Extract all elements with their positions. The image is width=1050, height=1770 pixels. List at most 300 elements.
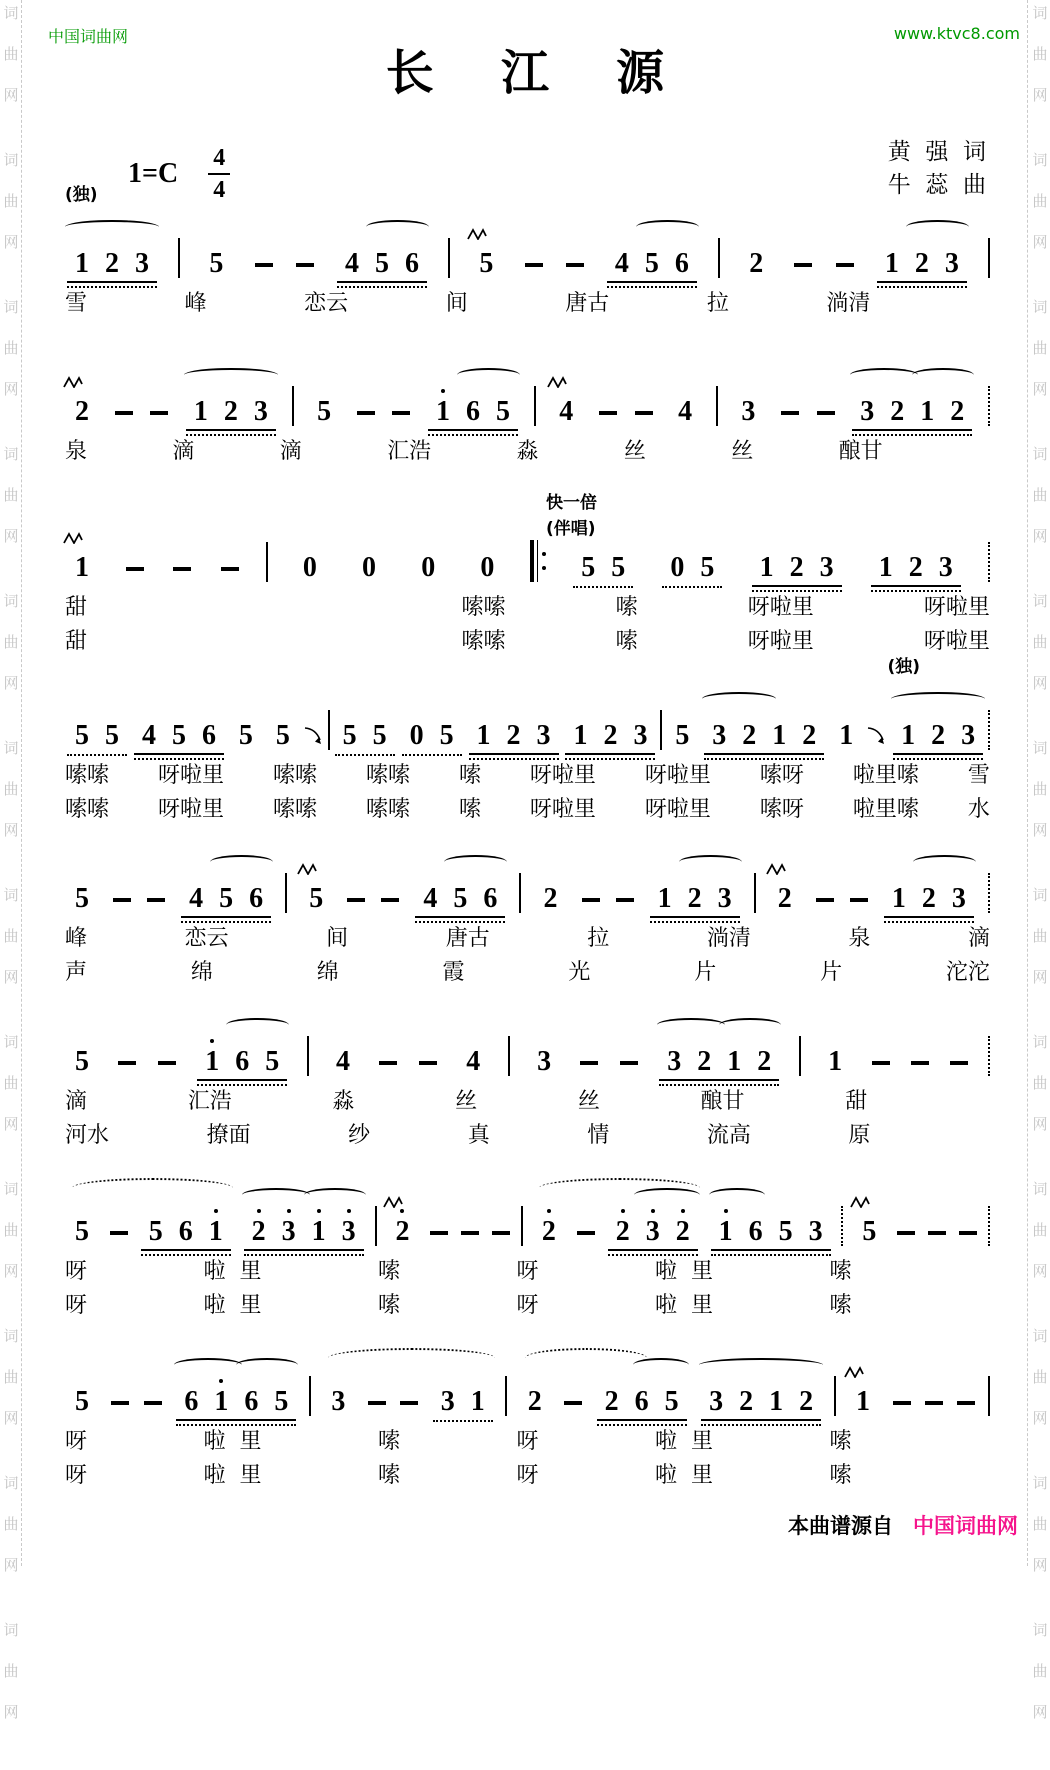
note-digit: 5 <box>75 1216 89 1247</box>
note-digit: 0 <box>480 552 495 583</box>
music-system <box>65 652 990 824</box>
slur-arc <box>699 1358 823 1372</box>
note-token <box>518 1388 552 1416</box>
tempo-label: 快一倍 <box>546 493 597 513</box>
beam-line <box>244 1254 364 1256</box>
watermark-char: 网 <box>3 1262 19 1280</box>
octave-dot <box>441 389 445 393</box>
note-digit: 2 <box>542 1218 556 1246</box>
lyric-syllable: 恋云 <box>304 291 349 316</box>
note-token <box>326 1048 360 1076</box>
lyric-syllable: 丝 <box>731 439 754 464</box>
lyric-syllable: 雪 <box>65 291 88 316</box>
beam-line <box>197 1079 287 1081</box>
beam-line <box>607 286 697 288</box>
notes-row <box>65 358 990 426</box>
lyric-syllable: 淼 <box>516 439 539 464</box>
slur-arc <box>242 1188 310 1202</box>
slur-arc <box>709 1188 765 1202</box>
slur-arc <box>891 692 985 706</box>
watermark-char: 曲 <box>3 633 19 651</box>
note-token <box>266 722 300 750</box>
duration-dash <box>221 567 239 571</box>
lyric-syllable: 雪 <box>967 763 990 788</box>
note-token <box>595 1388 689 1416</box>
note-token <box>606 1218 700 1246</box>
trill-icon <box>63 376 83 388</box>
beam-line <box>337 281 427 283</box>
note-token <box>65 1388 99 1416</box>
lyrics-row <box>65 1122 990 1150</box>
note-digit: 5 <box>75 1386 89 1417</box>
lyric-spacer <box>968 1428 990 1456</box>
slur-arc <box>850 368 918 382</box>
music-system <box>65 488 990 656</box>
key-signature: 1=C <box>128 158 179 189</box>
watermark-char: 网 <box>1032 233 1048 251</box>
trill-icon <box>850 1196 870 1208</box>
beam-line <box>244 1249 364 1251</box>
music-system <box>65 358 990 466</box>
watermark-char: 词 <box>3 298 19 316</box>
note-digit: 5 <box>372 720 387 751</box>
note-digit: 1 <box>436 398 450 426</box>
lyricist-credit: 黄 强 词 <box>887 139 986 165</box>
watermark-char: 曲 <box>1032 1515 1048 1533</box>
beam-line <box>134 758 224 760</box>
lyrics-row <box>65 959 990 987</box>
octave-dot <box>210 1039 214 1043</box>
note-digit: 3 <box>717 883 732 914</box>
lyric-syllable: 淌清 <box>706 926 751 951</box>
footer-source-line <box>788 1510 1018 1540</box>
note-digit: 3 <box>253 396 268 427</box>
note-digit: 0 <box>362 552 377 583</box>
music-system <box>65 1178 990 1320</box>
lyric-spacer <box>968 290 990 318</box>
trill-icon <box>844 1366 864 1378</box>
beam-line <box>428 434 518 436</box>
note-token <box>533 885 567 913</box>
note-digit: 0 <box>409 720 424 751</box>
note-token <box>242 1218 366 1246</box>
beam-line <box>565 758 655 760</box>
note-digit: 5 <box>700 552 715 583</box>
barline <box>292 386 294 426</box>
beam-line <box>573 586 633 588</box>
watermark-char: 词 <box>1032 1180 1048 1198</box>
note-digit: 1 <box>769 1386 784 1417</box>
lyric-syllable: 间 <box>326 926 349 951</box>
note-digit: 3 <box>536 720 551 751</box>
slur-arc <box>525 1348 647 1368</box>
note-digit: 6 <box>201 720 216 751</box>
note-token <box>882 885 976 913</box>
note-token <box>65 398 99 426</box>
note-digit: 6 <box>184 1386 199 1417</box>
lyric-syllable: 纱 <box>348 1123 371 1148</box>
site-url-link[interactable]: www.ktvc8.com <box>893 24 1020 43</box>
note-digit: 6 <box>634 1386 649 1417</box>
note-digit: 4 <box>189 883 204 914</box>
lyric-syllable: 片 <box>820 960 843 985</box>
lyric-syllable: 嗦 <box>615 629 638 654</box>
duration-dash <box>347 898 365 902</box>
slur-arc <box>444 855 507 869</box>
duration-dash <box>400 1401 418 1405</box>
duration-dash <box>492 1231 510 1235</box>
beam-line <box>67 281 157 283</box>
note-digit: 5 <box>611 552 626 583</box>
beam-line <box>893 758 983 760</box>
note-token <box>660 554 724 582</box>
duration-dash <box>566 263 584 267</box>
duration-dash <box>911 1061 929 1065</box>
watermark-char: 曲 <box>3 486 19 504</box>
note-digit: 3 <box>819 552 834 583</box>
note-digit: 1 <box>901 720 916 751</box>
beam-line <box>711 1249 831 1251</box>
watermark-char: 曲 <box>1032 192 1048 210</box>
beam-line <box>871 590 961 592</box>
note-digit: 2 <box>950 396 965 427</box>
lyric-syllable: 泉 <box>65 439 88 464</box>
watermark-char: 曲 <box>3 1368 19 1386</box>
lyric-syllable: 啦 里 <box>654 1259 713 1284</box>
notes-row <box>65 682 990 750</box>
note-token <box>65 722 129 750</box>
note-digit: 2 <box>527 1386 542 1417</box>
watermark-char: 网 <box>1032 1409 1048 1427</box>
note-digit: 4 <box>141 720 156 751</box>
music-system <box>65 180 990 318</box>
watermark-char: 网 <box>1032 380 1048 398</box>
lyrics-row <box>65 1258 990 1286</box>
beam-line <box>181 916 271 918</box>
note-digit: 5 <box>238 720 253 751</box>
lyric-syllable: 甜 <box>65 629 88 654</box>
beam-line <box>428 429 518 431</box>
barline <box>988 386 990 426</box>
watermark-char: 网 <box>3 1556 19 1574</box>
watermark-char: 词 <box>1032 298 1048 316</box>
lyric-syllable: 嗦 <box>829 1463 852 1488</box>
note-digit: 2 <box>395 1218 409 1246</box>
beam-line <box>701 1419 821 1421</box>
note-token <box>563 722 657 750</box>
lyrics-row <box>65 594 990 622</box>
note-digit: 6 <box>404 248 419 279</box>
note-digit: 3 <box>944 248 959 279</box>
note-digit: 1 <box>573 720 588 751</box>
note-digit: 5 <box>664 1386 679 1417</box>
watermark-char: 曲 <box>3 1221 19 1239</box>
note-digit: 2 <box>603 720 618 751</box>
note-digit: 4 <box>344 248 359 279</box>
lyric-syllable: 滴 <box>65 1089 88 1114</box>
slur-arc <box>304 1188 366 1202</box>
watermark-char: 词 <box>3 739 19 757</box>
trill-icon <box>547 376 567 388</box>
beam-line <box>607 281 697 283</box>
note-token <box>179 885 273 913</box>
lyric-spacer <box>968 1462 990 1490</box>
lyric-syllable: 啦 里 <box>203 1293 262 1318</box>
barline <box>448 238 450 278</box>
lyric-syllable: 啦 里 <box>654 1463 713 1488</box>
note-digit: 5 <box>342 720 357 751</box>
note-digit: 5 <box>275 720 290 751</box>
note-token <box>413 885 507 913</box>
beam-line <box>871 585 961 587</box>
footer-source-prefix: 本曲谱源自 <box>788 1514 893 1538</box>
note-digit: 6 <box>466 396 480 427</box>
note-digit: 1 <box>657 883 672 914</box>
note-digit: 6 <box>483 883 498 914</box>
lyric-syllable: 嗦嗦 <box>272 763 317 788</box>
duration-dash <box>430 1231 448 1235</box>
duration-dash <box>616 898 634 902</box>
slur-arc <box>906 220 969 234</box>
note-digit: 2 <box>757 1046 772 1077</box>
beam-line <box>701 1424 821 1426</box>
lyric-syllable: 嗦嗦 <box>272 797 317 822</box>
duration-dash <box>781 411 799 415</box>
slur-arc <box>65 220 159 234</box>
watermark-char: 曲 <box>1032 1662 1048 1680</box>
watermark-char: 曲 <box>1032 780 1048 798</box>
lyric-syllable: 啦里嗦 <box>852 763 919 788</box>
lyric-syllable: 光 <box>568 960 591 985</box>
watermark-char: 网 <box>1032 1556 1048 1574</box>
note-digit: 4 <box>336 1046 351 1077</box>
octave-dot <box>219 1379 223 1383</box>
duration-dash <box>126 567 144 571</box>
duration-dash <box>357 411 375 415</box>
note-digit: 2 <box>252 1218 266 1246</box>
note-token <box>739 250 773 278</box>
note-digit: 1 <box>214 1388 228 1416</box>
lyric-syllable: 泉 <box>848 926 871 951</box>
duration-dash <box>836 263 854 267</box>
note-digit: 5 <box>75 1046 89 1077</box>
lyric-syllable: 嗦嗦 <box>461 629 506 654</box>
duration-dash <box>957 1401 975 1405</box>
slur-arc <box>636 220 699 234</box>
barline <box>309 1376 311 1416</box>
duration-dash <box>110 1231 128 1235</box>
trill-icon <box>383 1196 403 1208</box>
music-system <box>65 1008 990 1150</box>
barline <box>375 1206 377 1246</box>
beam-line <box>141 1254 231 1256</box>
lyric-syllable: 滴 <box>967 926 990 951</box>
watermark-char: 词 <box>3 151 19 169</box>
note-token <box>132 722 226 750</box>
watermark-char: 网 <box>1032 527 1048 545</box>
duration-dash <box>525 263 543 267</box>
barline <box>521 1206 523 1246</box>
slur-arc <box>174 1358 242 1372</box>
note-digit: 5 <box>778 1216 793 1247</box>
watermark-char: 网 <box>3 233 19 251</box>
duration-dash <box>118 1061 136 1065</box>
barline <box>988 542 990 582</box>
note-digit: 5 <box>265 1046 280 1077</box>
beam-line <box>884 916 974 918</box>
note-token <box>456 1048 490 1076</box>
watermark-char: 词 <box>3 1033 19 1051</box>
note-digit: 5 <box>209 248 224 279</box>
lyric-spacer <box>968 1088 990 1116</box>
watermark-char: 曲 <box>3 1515 19 1533</box>
lyric-syllable: 唐古 <box>565 291 610 316</box>
note-token <box>385 1218 419 1246</box>
beam-line <box>197 1084 287 1086</box>
note-digit: 0 <box>670 552 685 583</box>
beam-line <box>67 754 127 756</box>
composer-credit: 牛 蕊 曲 <box>887 172 986 198</box>
duration-dash <box>381 898 399 902</box>
song-title: 长江源 <box>385 47 732 100</box>
lyric-syllable: 唐古 <box>445 926 490 951</box>
duration-dash <box>147 898 165 902</box>
note-token <box>852 1218 886 1246</box>
beam-line <box>597 1424 687 1426</box>
watermark-char: 曲 <box>1032 927 1048 945</box>
note-digit: 2 <box>739 1386 754 1417</box>
lyric-syllable: 淌清 <box>826 291 871 316</box>
beam-line <box>608 1249 698 1251</box>
note-token <box>549 398 583 426</box>
beam-line <box>711 1254 831 1256</box>
music-system <box>65 845 990 987</box>
watermark-char: 曲 <box>1032 633 1048 651</box>
barline <box>988 873 990 913</box>
barline <box>841 1206 843 1246</box>
watermark-char: 曲 <box>1032 1074 1048 1092</box>
lyric-syllable: 甜 <box>845 1089 868 1114</box>
lyric-syllable: 呀 <box>65 1429 88 1454</box>
note-digit: 4 <box>678 396 693 427</box>
slur-arc <box>184 368 278 382</box>
watermark-char: 词 <box>3 4 19 22</box>
note-digit: 3 <box>712 720 727 751</box>
duration-dash <box>872 1061 890 1065</box>
lyric-syllable: 呀 <box>516 1429 539 1454</box>
barline <box>266 542 268 582</box>
note-digit: 1 <box>891 883 906 914</box>
trill-icon <box>297 863 317 875</box>
duration-dash <box>925 1401 943 1405</box>
lyric-syllable: 嗦呀 <box>759 797 804 822</box>
beam-line <box>402 754 462 756</box>
note-digit: 2 <box>75 396 89 427</box>
note-token <box>699 1388 823 1416</box>
beam-line <box>704 753 824 755</box>
music-system <box>65 1348 990 1490</box>
lyric-syllable: 嗦 <box>458 763 481 788</box>
lyric-syllable: 嗦嗦 <box>365 763 410 788</box>
note-digit: 6 <box>748 1216 763 1247</box>
note-token <box>335 250 429 278</box>
watermark-char: 曲 <box>1032 486 1048 504</box>
watermark-char: 词 <box>1032 1033 1048 1051</box>
note-digit: 6 <box>178 1216 193 1247</box>
beam-line <box>176 1419 296 1421</box>
duration-dash <box>296 263 314 267</box>
beam-line <box>650 921 740 923</box>
duration-dash <box>368 1401 386 1405</box>
note-digit: 5 <box>862 1216 877 1247</box>
watermark-char: 曲 <box>3 45 19 63</box>
slur-arc <box>913 855 976 869</box>
lyric-syllable: 嗦 <box>615 595 638 620</box>
note-digit: 5 <box>171 720 186 751</box>
duration-dash <box>850 898 868 902</box>
lyric-syllable: 嗦 <box>377 1259 400 1284</box>
note-token <box>648 885 742 913</box>
lyric-spacer <box>968 1258 990 1286</box>
lyric-syllable: 撩面 <box>206 1123 251 1148</box>
octave-dot <box>214 1209 218 1213</box>
watermark-char: 词 <box>3 1621 19 1639</box>
barline <box>307 1036 309 1076</box>
note-token <box>469 250 503 278</box>
note-digit: 5 <box>75 883 89 914</box>
slur-arc <box>210 855 273 869</box>
footer-brand-link[interactable]: 中国词曲网 <box>913 1514 1018 1538</box>
note-token <box>65 554 99 582</box>
lyric-syllable: 嗦嗦 <box>65 763 110 788</box>
note-token <box>527 1048 561 1076</box>
note-token <box>850 398 974 426</box>
note-token <box>532 1218 566 1246</box>
beam-line <box>704 758 824 760</box>
note-token <box>431 1388 495 1416</box>
barline <box>505 1376 507 1416</box>
lyric-syllable: 汇浩 <box>387 439 432 464</box>
lyric-syllable: 嗦嗦 <box>461 595 506 620</box>
trill-icon <box>766 863 786 875</box>
note-digit: 5 <box>75 720 89 751</box>
lyric-syllable: 呀啦里 <box>529 763 596 788</box>
lyric-syllable: 嗦 <box>829 1429 852 1454</box>
duration-dash <box>817 411 835 415</box>
right-page-border <box>1027 0 1028 1566</box>
barline <box>799 1036 801 1076</box>
beam-line <box>134 753 224 755</box>
lyric-spacer <box>968 1122 990 1150</box>
duration-dash <box>794 263 812 267</box>
barline <box>519 873 521 913</box>
notes-row <box>65 210 990 278</box>
note-token <box>65 1218 99 1246</box>
slur-arc <box>72 1178 233 1198</box>
lyric-syllable: 嗦 <box>377 1293 400 1318</box>
lyric-syllable: 呀啦里 <box>644 797 711 822</box>
lyric-syllable: 水 <box>967 797 990 822</box>
left-page-border <box>21 0 22 1566</box>
note-digit: 3 <box>938 552 953 583</box>
watermark-char: 网 <box>3 1703 19 1721</box>
note-token <box>750 554 844 582</box>
duration-dash <box>111 1401 129 1405</box>
note-digit: 1 <box>312 1218 326 1246</box>
note-digit: 1 <box>193 396 208 427</box>
note-digit: 0 <box>302 552 317 583</box>
watermark-char: 网 <box>1032 1703 1048 1721</box>
